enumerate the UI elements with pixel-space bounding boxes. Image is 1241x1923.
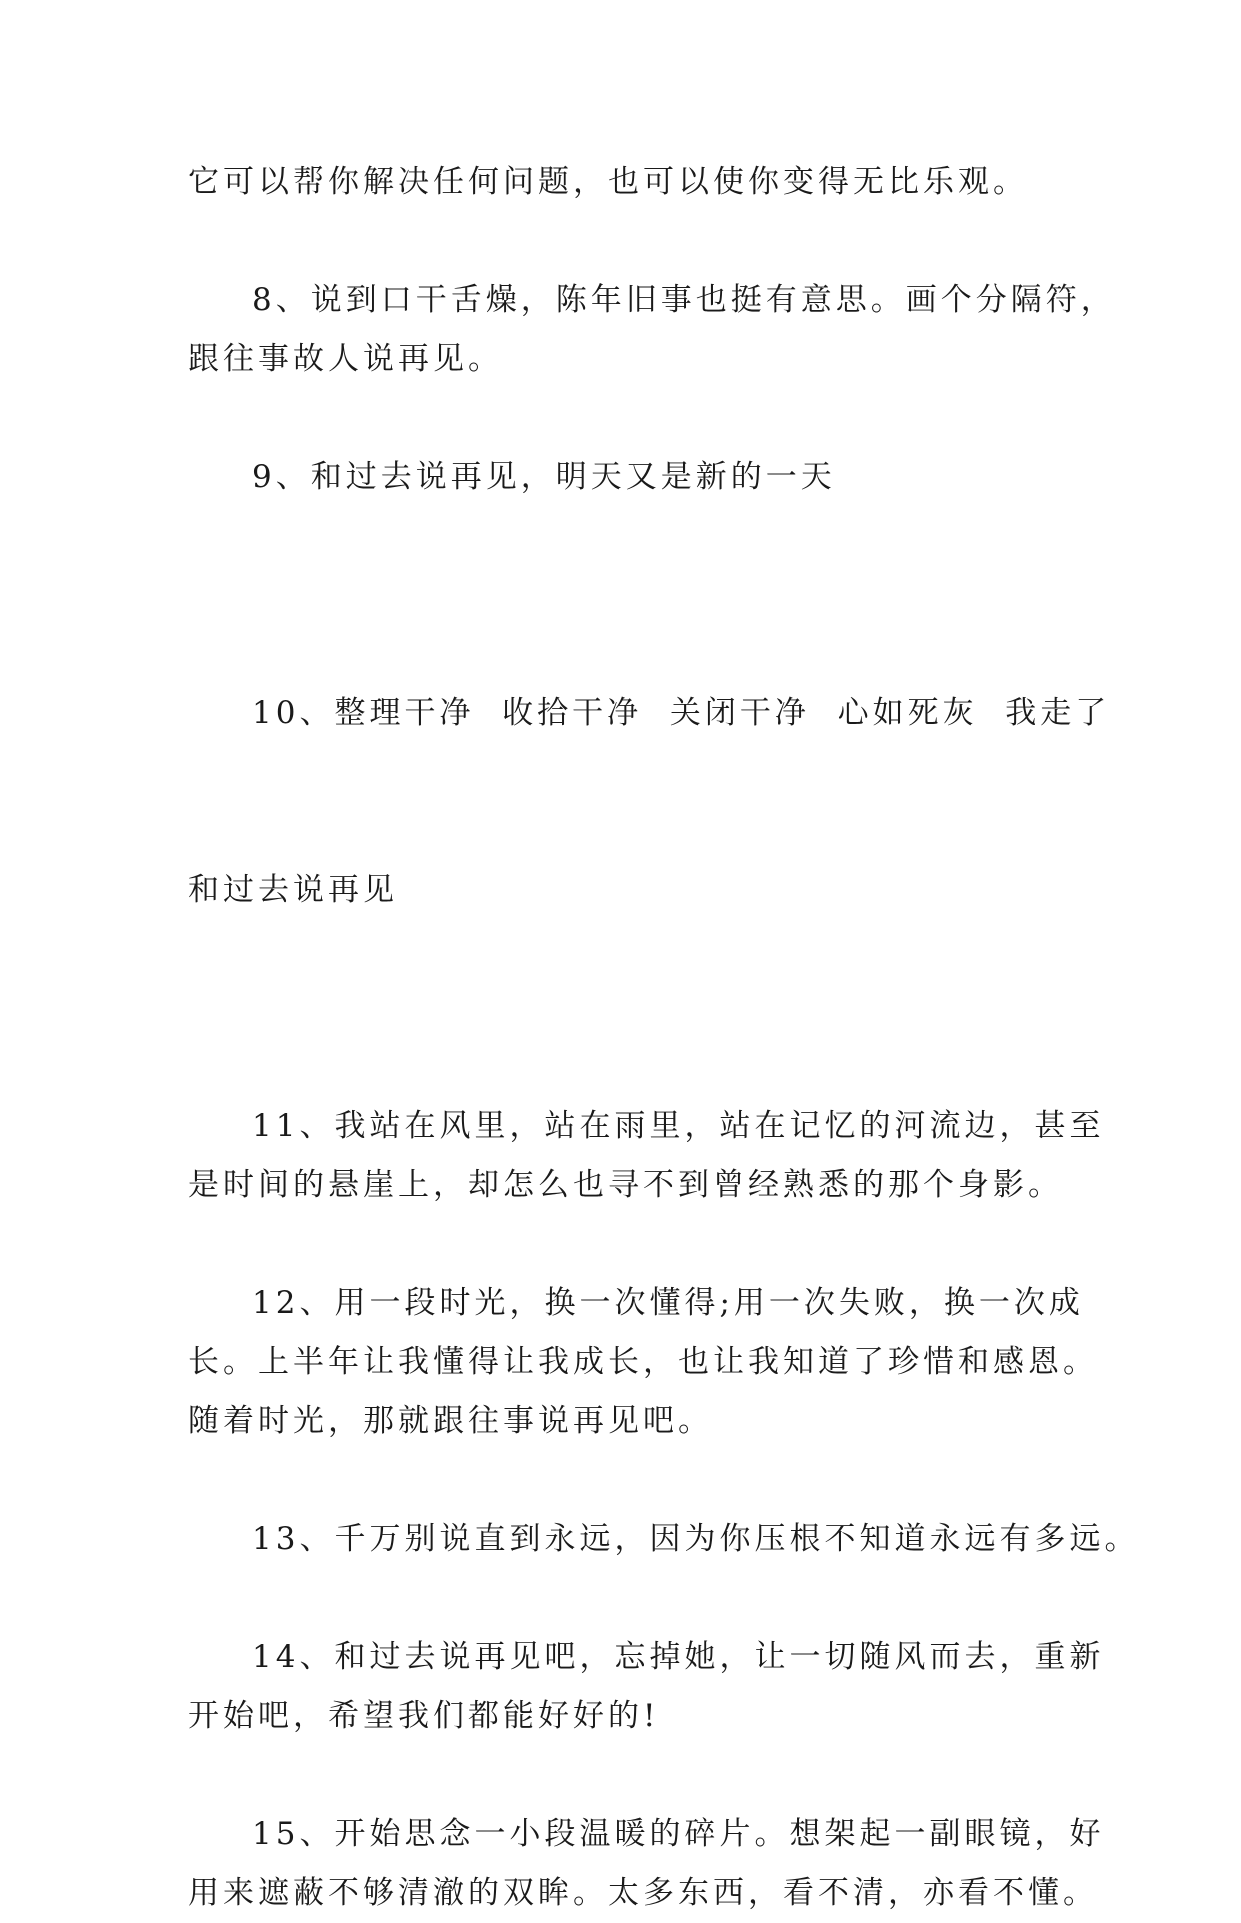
text-line: 14、和过去说再见吧，忘掉她，让一切随风而去，重新 [252, 1639, 1105, 1675]
paragraph-item-12 [188, 1274, 1098, 1451]
text-line: 开始吧，希望我们都能好好的! [188, 1698, 660, 1734]
text-line: 13、千万别说直到永远，因为你压根不知道永远有多远。 [252, 1521, 1140, 1557]
paragraph-item-9 [188, 448, 1078, 507]
text-line: 9、和过去说再见，明天又是新的一天 [252, 459, 836, 495]
text-line: 12、用一段时光，换一次懂得;用一次失败，换一次成 [252, 1285, 1084, 1321]
paragraph-item-10 [188, 566, 1111, 1038]
paragraph-item-13 [188, 1510, 1140, 1569]
text-line: 用来遮蔽不够清澈的双眸。太多东西，看不清，亦看不懂。 [188, 1875, 1098, 1911]
paragraph-item-8 [188, 271, 1116, 389]
paragraph-item-14 [188, 1628, 1105, 1746]
text-line: 15、开始思念一小段温暖的碎片。想架起一副眼镜，好 [252, 1816, 1105, 1852]
text-line: 长。上半年让我懂得让我成长，也让我知道了珍惜和感恩。 [188, 1344, 1098, 1380]
paragraph-item-11 [188, 1097, 1105, 1215]
document-body [188, 153, 1140, 1923]
text-line: 和过去说再见 [188, 872, 398, 908]
paragraph-item-15 [188, 1805, 1105, 1923]
paragraph-continuation [188, 153, 1078, 212]
text-line: 跟往事故人说再见。 [188, 341, 503, 377]
text-line: 随着时光，那就跟往事说再见吧。 [188, 1403, 713, 1439]
text-line: 10、整理干净 收拾干净 关闭干净 心如死灰 我走了 [252, 695, 1111, 731]
text-line: 是时间的悬崖上，却怎么也寻不到曾经熟悉的那个身影。 [188, 1167, 1063, 1203]
text-line: 11、我站在风里，站在雨里，站在记忆的河流边，甚至 [252, 1108, 1105, 1144]
text-line: 8、说到口干舌燥，陈年旧事也挺有意思。画个分隔符， [252, 282, 1116, 318]
text-line: 它可以帮你解决任何问题，也可以使你变得无比乐观。 [188, 164, 1028, 200]
